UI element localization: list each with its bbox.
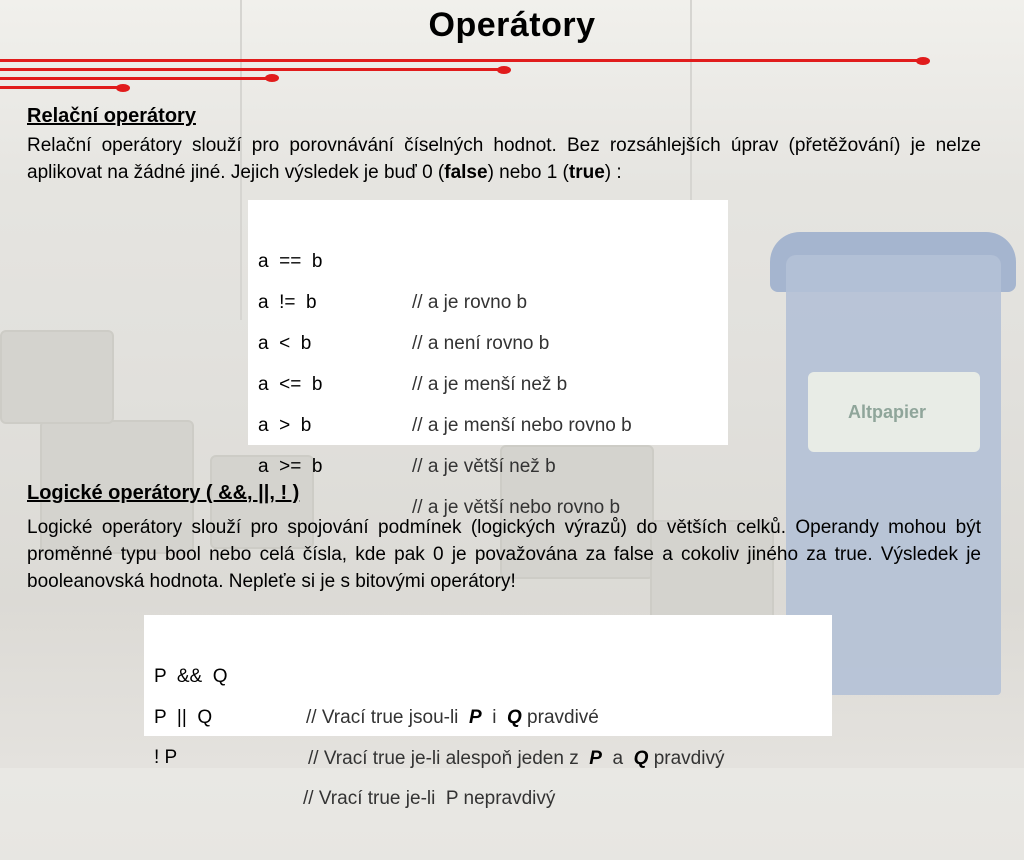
slide-title: Operátory	[428, 6, 596, 44]
relational-operators-description: Relační operátory slouží pro porovnávání číselných hodnot. Bez rozsáhlejších úprav (přetěžování) je nelze aplikovat na žádné jiné. Jejich výsledek je buď 0 (false) nebo 1 (true) :	[27, 135, 981, 183]
operator-comment: // a je menší než b	[412, 374, 568, 395]
false-keyword: false	[444, 162, 488, 183]
background-bin-label	[808, 372, 980, 452]
operator-expression: ! P	[154, 747, 178, 768]
operator-expression: a == b	[258, 251, 323, 272]
operator-comment: // a je větší nebo rovno b	[412, 497, 621, 518]
relational-operators-table	[248, 200, 728, 518]
operator-comment: // a je rovno b	[412, 292, 528, 313]
logical-operators-table	[144, 615, 832, 809]
operator-comment: // a není rovno b	[412, 333, 550, 354]
operator-expression: a >= b	[258, 456, 323, 477]
operator-expression: a != b	[258, 292, 317, 313]
background-monitor	[0, 330, 114, 424]
true-keyword: true	[568, 162, 605, 183]
logical-operators-heading: Logické operátory ( &&, ||, ! )	[27, 482, 300, 504]
operator-expression: a < b	[258, 333, 312, 354]
table-row	[154, 615, 599, 728]
relational-operators-heading: Relační operátory	[27, 105, 196, 127]
operator-comment: // Vrací true jsou-li P i Q pravdivé	[306, 707, 599, 728]
operator-comment: // Vrací true je-li alespoň jeden z P a Q pravdivý	[308, 748, 725, 769]
table-row	[258, 200, 528, 313]
operator-comment: // a je menší nebo rovno b	[412, 415, 632, 436]
operator-expression: P || Q	[154, 707, 213, 728]
operator-expression: a > b	[258, 415, 312, 436]
operator-comment: // a je větší než b	[412, 456, 556, 477]
logical-operators-description: Logické operátory slouží pro spojování podmínek (logických výrazů) do větších celků. Operandy mohou být proměnné typu bool nebo celá čísla, kde pak 0 je považována za false a cokoliv jiného za true. Výsledek je booleanovská hodnota. Nepleťe si je s bitovými operátory!	[27, 517, 981, 592]
operator-comment: // Vrací true je-li P nepravdivý	[303, 788, 556, 809]
bin-label-text: Altpapier	[848, 402, 927, 422]
operator-expression: a <= b	[258, 374, 323, 395]
operator-expression: P && Q	[154, 666, 228, 687]
